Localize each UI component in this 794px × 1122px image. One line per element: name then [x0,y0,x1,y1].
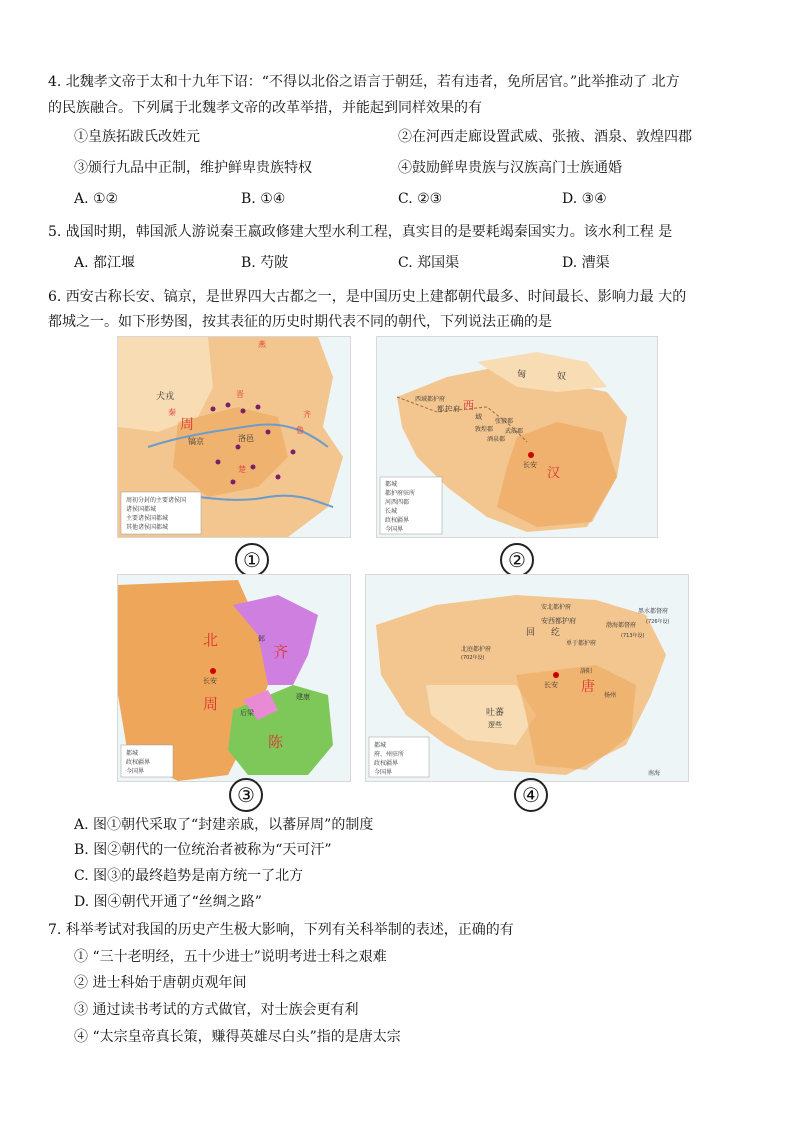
map1-label-yan: 燕 [258,340,266,349]
map2-legend: 今国界 [385,526,404,533]
q4-item: ④鼓励鲜卑贵族与汉族高门士族通婚 [398,160,622,176]
map3-label-houliang: 后梁 [240,709,254,717]
map4-label-anbei: 安北都护府 [541,604,572,611]
map4-label-713: (713年设) [621,633,645,639]
q4-choice-b: B. ①④ [241,191,286,207]
map3-label-changan: 长安 [203,677,217,685]
q4-stem-line2: 的民族融合。下列属于北魏孝文帝的改革举措，并能起到同样效果的有 [48,100,482,116]
map1-label-chu: 楚 [238,465,246,474]
map4-label-he: 纥 [551,628,561,638]
q4-item: ①皇族拓跋氏改姓元 [74,129,200,145]
map4-label-beiting: 北庭都护府 [461,646,492,653]
map2-label-xiyu-duhufu: 西域都护府 [415,396,446,403]
map2-label-fu: 府 [453,405,460,413]
map1-label-quanrong: 犬戎 [156,392,175,402]
map2-label-xi: 西 [463,399,474,412]
map4-label-changan: 长安 [544,681,558,689]
map4-label-yangzhou: 扬州 [604,692,617,699]
map4-legend: 都城 [374,742,387,749]
map1-label-qin: 秦 [168,408,176,417]
map2-label-du: 都 [437,405,444,413]
map1-label-qi: 齐 [303,410,311,419]
q4-item: ③颁行九品中正制，维护鲜卑贵族特权 [74,160,312,176]
map3-legend: 今国界 [126,768,145,775]
map1-label-luoyi: 洛邑 [238,434,254,443]
map3-legend: 政权疆界 [126,759,151,766]
map4-label-luoyang: 洛阳 [580,668,593,675]
map-tang [365,574,689,782]
map3-legend: 都城 [126,750,139,757]
q7-stem: 7. 科举考试对我国的历史产生极大影响，下列有关科举制的表述，正确的有 [48,922,514,938]
map1-legend: 其他诸侯国都城 [126,524,169,531]
map4-label-anxi: 安西都护府 [541,617,576,625]
map-number-3: ③ [229,778,263,812]
q4-choice-a: A. ①② [74,191,119,207]
map4-label-tang: 唐 [581,679,595,695]
map1-label-haojing: 镐京 [188,437,204,446]
map4-label-726: (726年设) [646,619,670,625]
map1-label-lu: 鲁 [296,426,304,435]
map4-label-danyu: 单于都护府 [566,640,597,647]
map1-label-zhou: 周 [180,417,194,433]
map2-legend: 河西四郡 [385,499,410,506]
map4-legend: 今国界 [374,769,393,776]
q6-choice-b: B. 图②朝代的一位统治者被称为“天可汗” [74,842,332,858]
map-number-4: ④ [514,778,548,812]
q6-choice-d: D. 图④朝代开通了“丝绸之路” [74,894,262,910]
map2-legend: 政权疆界 [385,517,410,524]
map2-legend: 长城 [385,508,398,515]
map-western-zhou [117,336,351,538]
map2-label-hu: 护 [445,405,452,413]
map4-legend: 政权疆界 [374,760,399,767]
map3-label-ye: 邺 [258,635,265,643]
map2-label-xiong: 匈 [517,370,527,380]
map2-legend: 都城 [385,481,398,488]
q5-choice-b: B. 芍陂 [241,255,289,271]
map2-label-changan: 长安 [523,461,537,469]
map4-label-hui: 回 [526,628,536,638]
q4-choice-d: D. ③④ [562,191,607,207]
map4-legend: 府、州驻所 [374,751,405,758]
q7-item: ④ “太宗皇帝真长策，赚得英雄尽白头”指的是唐太宗 [74,1029,401,1045]
q4-item: ②在河西走廊设置武威、张掖、酒泉、敦煌四郡 [398,129,692,145]
map1-legend: 诸侯国都城 [126,506,157,513]
map3-label-jiankang: 建康 [296,693,310,701]
map3-label-bei: 北 [203,631,219,649]
map4-label-tubo: 吐蕃 [486,708,505,718]
map3-label-zhou: 周 [203,695,219,713]
q5-choice-a: A. 都江堰 [74,255,136,271]
map2-legend: 都护府驻所 [385,490,416,497]
map2-label-dunhuang: 敦煌郡 [475,426,494,433]
map4-label-702: (702年设) [461,655,485,661]
map1-label-jin: 晋 [236,390,244,399]
map4-label-luoxie: 逻些 [488,721,502,729]
q5-choice-c: C. 郑国渠 [398,255,460,271]
q7-item: ① “三十老明经，五十少进士”说明考进士科之艰难 [74,949,387,965]
q5-stem: 5. 战国时期，韩国派人游说秦王嬴政修建大型水利工程，真实目的是要耗竭秦国实力。该水利工程 是 [48,224,673,240]
q6-choice-a: A. 图①朝代采取了“封建亲戚，以蕃屏周”的制度 [74,817,374,833]
map4-label-heishui: 黑水都督府 [638,608,669,615]
map4-label-bohai: 渤海都督府 [606,622,637,629]
q6-choice-c: C. 图③的最终趋势是南方统一了北方 [74,868,304,884]
q4-choice-c: C. ②③ [398,191,443,207]
map-han [376,336,658,538]
map2-label-zhangye: 张掖郡 [495,418,514,425]
map1-legend: 周初分封的主要诸侯国 [126,497,187,504]
map2-label-jiuquan: 酒泉郡 [487,436,506,443]
map2-label-han: 汉 [547,466,561,481]
map-number-1: ① [235,543,269,577]
map-number-2: ② [500,543,534,577]
map2-label-nu: 奴 [557,372,567,382]
q5-choice-d: D. 漕渠 [562,255,610,271]
map3-label-qi: 齐 [273,643,289,661]
map4-label-nanhai: 南海 [648,770,661,777]
q7-item: ③ 通过读书考试的方式做官，对士族会更有利 [74,1002,359,1018]
map1-legend: 主要诸侯国都城 [126,515,169,522]
q6-stem-line2: 都城之一。如下形势图，按其表征的历史时期代表不同的朝代，下列说法正确的是 [48,314,552,330]
map2-label-yu: 域 [475,413,482,421]
map-northern-southern-dynasties [117,574,351,782]
map3-label-chen: 陈 [268,733,284,751]
q7-item: ② 进士科始于唐朝贞观年间 [74,975,247,991]
q6-stem-line1: 6. 西安古称长安、镐京，是世界四大古都之一，是中国历史上建都朝代最多、时间最长、影响力最 大的 [48,289,687,305]
map2-label-wuwei: 武威郡 [505,428,524,435]
q4-stem-line1: 4. 北魏孝文帝于太和十九年下诏：“不得以北俗之语言于朝廷，若有违者，免所居官。”此举推动了 北方 [48,74,680,90]
